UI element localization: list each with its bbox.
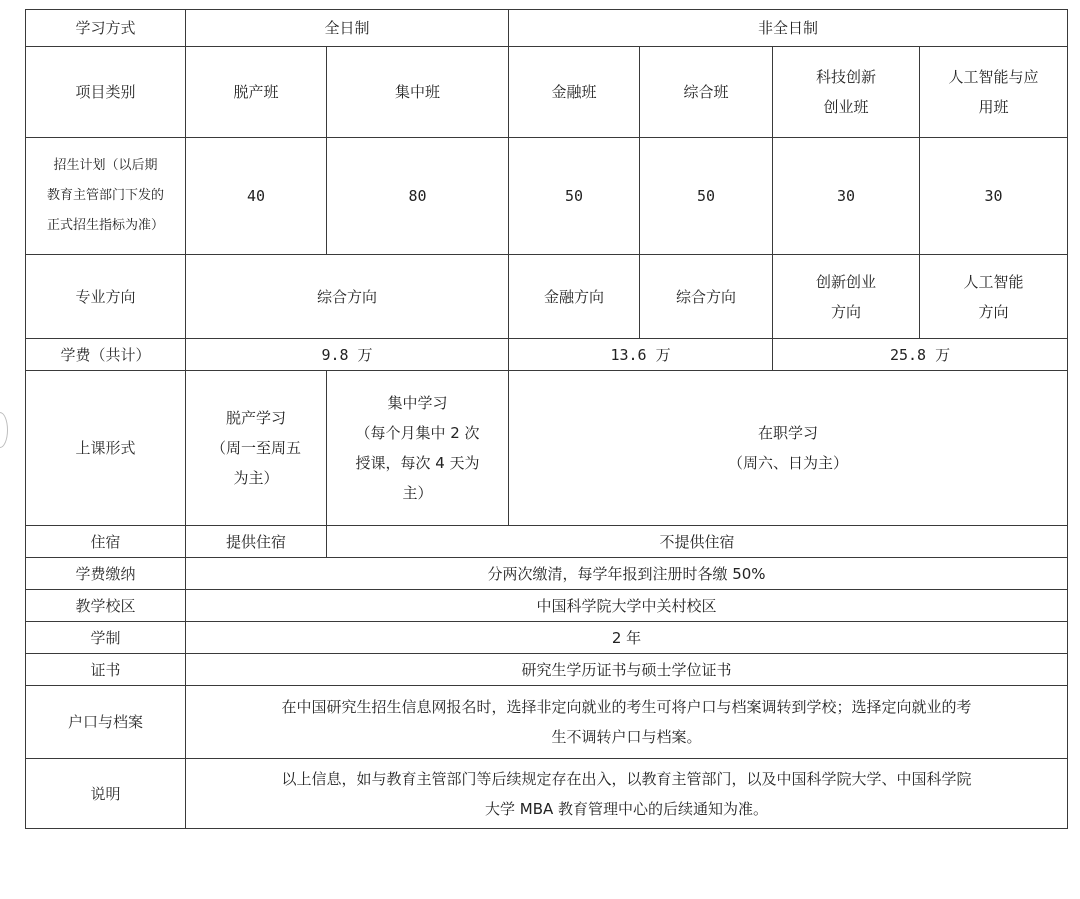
row-program-type (26, 47, 1068, 138)
format-part-time-line2: （周六、日为主） (728, 454, 849, 472)
duration-label: 学制 (26, 622, 186, 654)
campus-label: 教学校区 (26, 590, 186, 622)
hukou-line1: 在中国研究生招生信息网报名时，选择非定向就业的考生可将户口与档案调转到学校；选择定向就业的考 (281, 698, 972, 716)
accommodation-not-provided: 不提供住宿 (327, 526, 1068, 558)
tuition-payment-label: 学费缴纳 (26, 558, 186, 590)
ai-class-line2: 用班 (978, 98, 1009, 116)
row-enrollment-plan (26, 138, 1068, 255)
enrollment-label-line1: 招生计划（以后期 (53, 158, 158, 173)
row-class-format (26, 371, 1068, 526)
row-tuition-payment (26, 558, 1068, 590)
tech-innovation-line1: 科技创新 (816, 68, 877, 86)
direction-general-fulltime: 综合方向 (186, 255, 509, 339)
tuition-label: 学费（共计） (26, 339, 186, 371)
accommodation-provided: 提供住宿 (186, 526, 327, 558)
enrollment-plan-label (26, 138, 186, 255)
format-fulltime (186, 371, 327, 526)
format-intensive-line4: 主） (402, 484, 433, 502)
program-ai-class (920, 47, 1068, 138)
accommodation-label: 住宿 (26, 526, 186, 558)
hukou-archives-value (186, 686, 1068, 759)
format-intensive-line3: 授课，每次 4 天为 (355, 454, 480, 472)
tuition-fulltime: 9.8 万 (186, 339, 509, 371)
format-intensive-line1: 集中学习 (387, 394, 448, 412)
study-mode-label: 学习方式 (26, 10, 186, 47)
enrollment-general: 50 (640, 138, 773, 255)
format-fulltime-line2: （周一至周五 (210, 439, 301, 457)
row-tuition (26, 339, 1068, 371)
program-intensive-class: 集中班 (327, 47, 509, 138)
notes-value (186, 759, 1068, 829)
notes-line2: 大学 MBA 教育管理中心的后续通知为准。 (484, 799, 769, 818)
major-direction-label: 专业方向 (26, 255, 186, 339)
row-major-direction (26, 255, 1068, 339)
direction-finance: 金融方向 (509, 255, 640, 339)
program-fulltime-class: 脱产班 (186, 47, 327, 138)
tuition-finance-general: 13.6 万 (509, 339, 773, 371)
campus-value: 中国科学院大学中关村校区 (186, 590, 1068, 622)
enrollment-finance: 50 (509, 138, 640, 255)
part-time-cell: 非全日制 (509, 10, 1068, 47)
direction-innovation-line2: 方向 (831, 302, 862, 321)
row-campus (26, 590, 1068, 622)
row-accommodation (26, 526, 1068, 558)
tech-innovation-line2: 创业班 (823, 98, 869, 116)
direction-innovation (773, 255, 920, 339)
program-finance-class: 金融班 (509, 47, 640, 138)
tuition-innovation-ai: 25.8 万 (773, 339, 1068, 371)
class-format-label: 上课形式 (26, 371, 186, 526)
row-notes (26, 759, 1068, 829)
admission-info-table (25, 9, 1068, 829)
enrollment-fulltime: 40 (186, 138, 327, 255)
ai-class-line1: 人工智能与应 (948, 68, 1039, 86)
direction-innovation-line1: 创新创业 (816, 272, 877, 291)
direction-ai-line1: 人工智能 (963, 272, 1024, 291)
program-general-class: 综合班 (640, 47, 773, 138)
direction-general: 综合方向 (640, 255, 773, 339)
edge-decoration (0, 412, 8, 448)
certificate-value: 研究生学历证书与硕士学位证书 (186, 654, 1068, 686)
format-intensive-line2: （每个月集中 2 次 (355, 424, 480, 442)
program-type-label: 项目类别 (26, 47, 186, 138)
notes-label: 说明 (26, 759, 186, 829)
enrollment-label-line2: 教育主管部门下发的 (46, 188, 164, 203)
row-duration (26, 622, 1068, 654)
format-fulltime-line3: 为主） (233, 469, 279, 487)
hukou-line2: 生不调转户口与档案。 (551, 728, 702, 746)
enrollment-intensive: 80 (327, 138, 509, 255)
enrollment-tech-innovation: 30 (773, 138, 920, 255)
notes-line1: 以上信息，如与教育主管部门等后续规定存在出入，以教育主管部门，以及中国科学院大学、中国科学院 (281, 769, 972, 788)
hukou-archives-label: 户口与档案 (26, 686, 186, 759)
format-intensive (327, 371, 509, 526)
row-certificate (26, 654, 1068, 686)
row-hukou-archives (26, 686, 1068, 759)
tuition-payment-value: 分两次缴清，每学年报到注册时各缴 50% (186, 558, 1068, 590)
format-fulltime-line1: 脱产学习 (225, 409, 286, 427)
certificate-label: 证书 (26, 654, 186, 686)
program-tech-innovation-class (773, 47, 920, 138)
row-study-mode (26, 10, 1068, 47)
format-part-time (509, 371, 1068, 526)
enrollment-ai: 30 (920, 138, 1068, 255)
direction-ai-line2: 方向 (978, 302, 1009, 321)
format-part-time-line1: 在职学习 (758, 424, 819, 442)
direction-ai (920, 255, 1068, 339)
enrollment-label-line3: 正式招生指标为准） (46, 218, 164, 233)
full-time-cell: 全日制 (186, 10, 509, 47)
duration-value: 2 年 (186, 622, 1068, 654)
